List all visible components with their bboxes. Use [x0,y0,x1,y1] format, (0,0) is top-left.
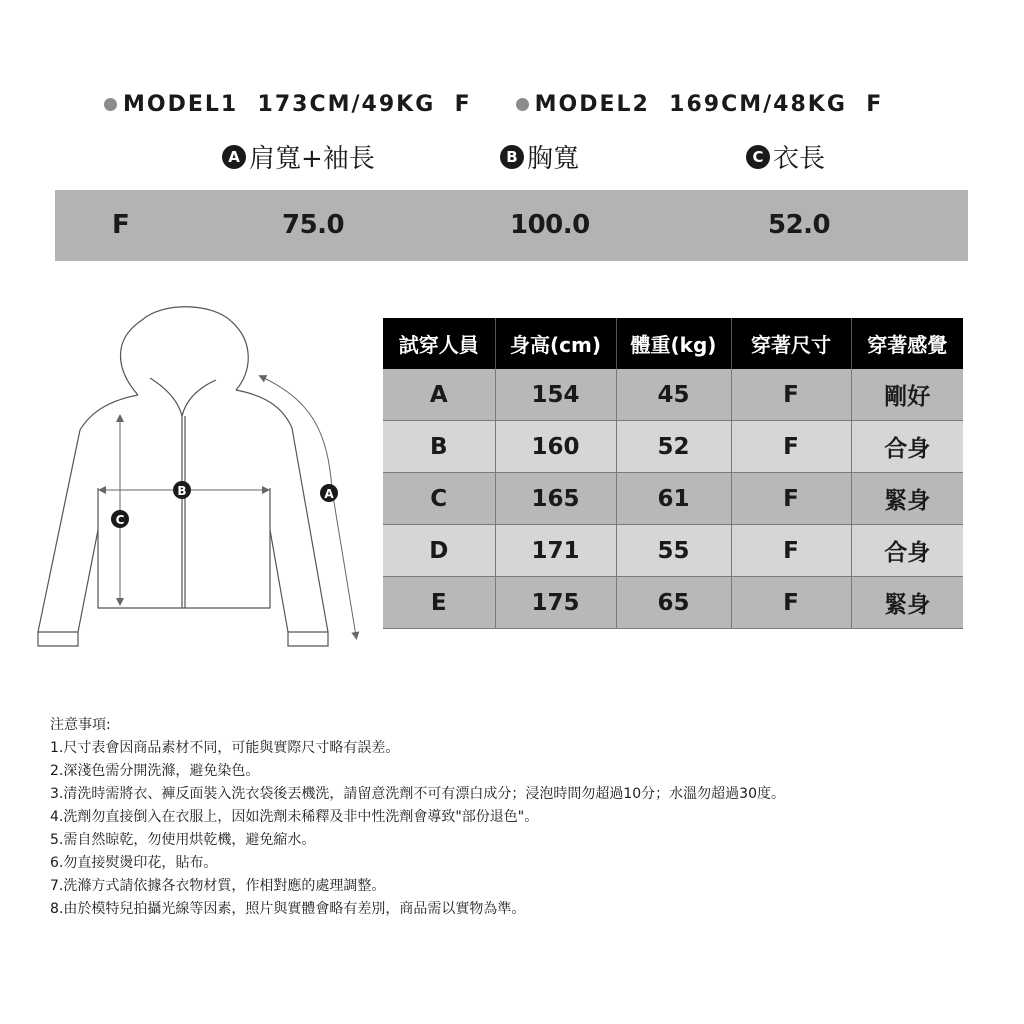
svg-text:B: B [177,484,187,498]
model-1-info [104,92,472,117]
fitting-table [383,318,963,629]
height-cell: 160 [495,421,616,473]
measurement-b-label [500,138,579,175]
size-cell: F [731,577,851,629]
measurement-a-text: 肩寬+袖長 [249,144,375,174]
model-2-info [516,92,884,117]
tester-cell: E [383,577,495,629]
care-notes [50,714,1010,921]
model-1-label: MODEL1 [123,91,239,117]
weight-cell: 52 [616,421,731,473]
height-cell: 154 [495,369,616,421]
sketch-badge-b [173,481,191,499]
note-item: 7.洗滌方式請依據各衣物材質，作相對應的處理調整。 [50,878,386,894]
header-size-worn: 穿著尺寸 [731,318,851,369]
weight-cell: 55 [616,525,731,577]
height-cell: 175 [495,577,616,629]
weight-cell: 61 [616,473,731,525]
measurement-c-label [746,138,825,175]
svg-text:C: C [115,513,125,527]
weight-cell: 45 [616,369,731,421]
weight-cell: 65 [616,577,731,629]
header-height: 身高(cm) [495,318,616,369]
bullet-dot-icon [516,98,529,111]
fit-cell: 緊身 [851,473,963,525]
badge-c-icon: C [746,145,770,169]
header-tester: 試穿人員 [383,318,495,369]
note-item: 2.深淺色需分開洗滌，避免染色。 [50,763,260,779]
measurement-labels [0,138,1024,178]
badge-a-icon: A [222,145,246,169]
model-2-size: F [866,91,884,117]
fit-cell: 合身 [851,525,963,577]
sketch-badge-c [111,510,129,528]
model-2-label: MODEL2 [534,91,650,117]
measurement-a-label [222,138,375,175]
measurement-c-text: 衣長 [773,144,826,174]
size-chart-row [55,190,968,261]
fit-cell: 剛好 [851,369,963,421]
size-cell: F [731,369,851,421]
bullet-dot-icon [104,98,117,111]
svg-text:A: A [324,487,334,501]
measurement-arrows [102,377,356,636]
model-info-line [104,88,964,120]
note-item: 3.清洗時需將衣、褲反面裝入洗衣袋後丟機洗，請留意洗劑不可有漂白成分；浸泡時間勿超過10分；水溫勿超過30度。 [50,786,785,802]
model-1-size: F [454,91,472,117]
chest-width-value: 100.0 [510,210,590,240]
tester-cell: A [383,369,495,421]
measurement-b-text: 胸寬 [527,144,580,174]
notes-title: 注意事項: [50,717,111,733]
hoodie-sketch [30,300,370,660]
table-row [383,525,963,577]
model-2-spec: 169CM/48KG [669,91,847,117]
model-1-spec: 173CM/49KG [257,91,436,117]
table-row [383,577,963,629]
note-item: 8.由於模特兒拍攝光線等因素，照片與實體會略有差別，商品需以實物為準。 [50,901,526,917]
fitting-table-header [383,318,963,369]
fit-cell: 緊身 [851,577,963,629]
note-item: 6.勿直接熨燙印花，貼布。 [50,855,218,871]
note-item: 4.洗劑勿直接倒入在衣服上，因如洗劑未稀釋及非中性洗劑會導致"部份退色"。 [50,809,539,825]
size-cell: F [731,421,851,473]
tester-cell: B [383,421,495,473]
note-item: 1.尺寸表會因商品素材不同，可能與實際尺寸略有誤差。 [50,740,400,756]
table-row [383,473,963,525]
hoodie-outline [38,307,328,646]
tester-cell: D [383,525,495,577]
tester-cell: C [383,473,495,525]
size-cell: F [731,473,851,525]
shoulder-sleeve-value: 75.0 [282,210,345,240]
header-fit-feel: 穿著感覺 [851,318,963,369]
size-cell: F [731,525,851,577]
length-value: 52.0 [768,210,831,240]
table-row [383,421,963,473]
size-value: F [112,210,130,240]
fit-cell: 合身 [851,421,963,473]
shoulder-sleeve-arrow [262,377,356,636]
height-cell: 171 [495,525,616,577]
table-row [383,369,963,421]
height-cell: 165 [495,473,616,525]
sketch-badge-a [320,484,338,502]
badge-b-icon: B [500,145,524,169]
header-weight: 體重(kg) [616,318,731,369]
note-item: 5.需自然晾乾，勿使用烘乾機，避免縮水。 [50,832,316,848]
